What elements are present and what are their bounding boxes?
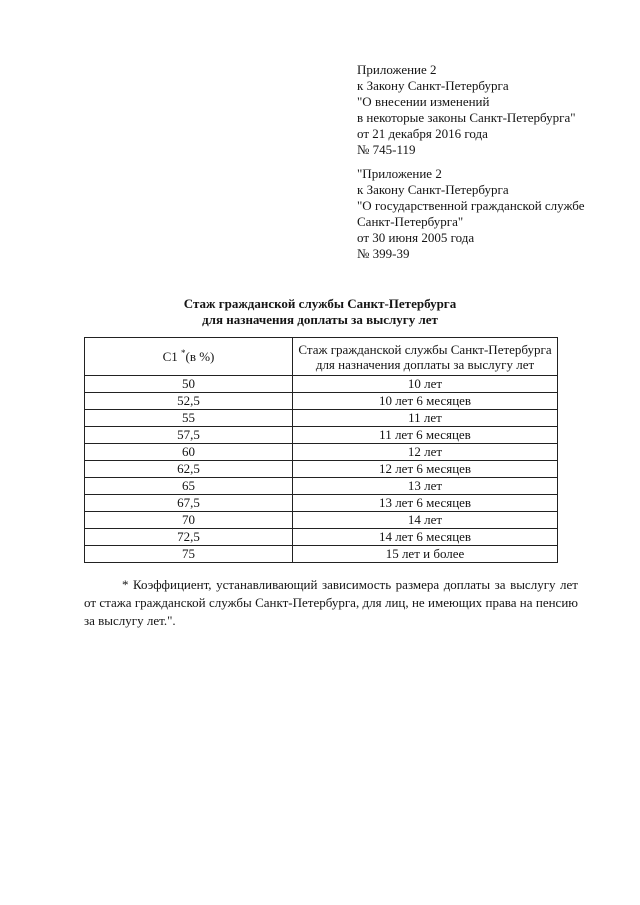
- appendix-header-original: [357, 166, 585, 262]
- document-title: [0, 296, 640, 328]
- coefficient-cell: 67,5: [85, 495, 293, 512]
- table-row: [85, 427, 558, 444]
- service-cell: 14 лет: [293, 512, 558, 529]
- coefficient-cell: 70: [85, 512, 293, 529]
- title-line-2: для назначения доплаты за выслугу лет: [202, 312, 438, 327]
- header-line: Санкт-Петербурга": [357, 214, 464, 229]
- header-line: в некоторые законы Санкт-Петербурга": [357, 110, 576, 125]
- header-line: "О государственной гражданской службе: [357, 198, 585, 213]
- column-header-service-length: [293, 338, 558, 376]
- footnote-marker: *: [181, 348, 186, 358]
- table-row: [85, 444, 558, 461]
- service-cell: 11 лет: [293, 410, 558, 427]
- coefficient-cell: 62,5: [85, 461, 293, 478]
- appendix-header-amendment: [357, 62, 576, 158]
- header-line-2: для назначения доплаты за выслугу лет: [315, 356, 535, 372]
- header-line: Приложение 2: [357, 62, 437, 77]
- service-cell: 12 лет 6 месяцев: [293, 461, 558, 478]
- coefficient-unit: (в %): [185, 349, 215, 364]
- header-line: "Приложение 2: [357, 166, 442, 181]
- coefficient-cell: 57,5: [85, 427, 293, 444]
- header-line: № 399-39: [357, 246, 410, 261]
- footnote: * Коэффициент, устанавливающий зависимость размера доплаты за выслугу лет от стажа гражданской службы Санкт-Петербурга, для лиц, не имеющих права на пенсию за выслугу лет.".: [84, 577, 578, 628]
- coefficient-cell: 55: [85, 410, 293, 427]
- table-row: [85, 546, 558, 563]
- table-row: [85, 393, 558, 410]
- header-line: от 30 июня 2005 года: [357, 230, 475, 245]
- header-line: к Закону Санкт-Петербурга: [357, 182, 509, 197]
- service-cell: 12 лет: [293, 444, 558, 461]
- service-cell: 10 лет: [293, 376, 558, 393]
- coefficient-label: С1: [162, 349, 178, 364]
- header-line: № 745-119: [357, 142, 416, 157]
- header-line: от 21 декабря 2016 года: [357, 126, 488, 141]
- coefficient-cell: 75: [85, 546, 293, 563]
- service-cell: 14 лет 6 месяцев: [293, 529, 558, 546]
- header-line: к Закону Санкт-Петербурга: [357, 78, 509, 93]
- table-row: [85, 495, 558, 512]
- table-row: [85, 512, 558, 529]
- coefficient-cell: 50: [85, 376, 293, 393]
- service-length-table: [84, 337, 558, 563]
- coefficient-cell: 72,5: [85, 529, 293, 546]
- coefficient-cell: 65: [85, 478, 293, 495]
- service-cell: 11 лет 6 месяцев: [293, 427, 558, 444]
- table-header-row: [85, 338, 558, 376]
- table-row: [85, 376, 558, 393]
- coefficient-cell: 60: [85, 444, 293, 461]
- coefficient-cell: 52,5: [85, 393, 293, 410]
- service-cell: 13 лет 6 месяцев: [293, 495, 558, 512]
- header-line-1: Стаж гражданской службы Санкт-Петербурга: [298, 341, 552, 357]
- column-header-coefficient: [85, 338, 293, 376]
- table-row: [85, 410, 558, 427]
- service-cell: 10 лет 6 месяцев: [293, 393, 558, 410]
- header-line: "О внесении изменений: [357, 94, 490, 109]
- service-cell: 15 лет и более: [293, 546, 558, 563]
- table-row: [85, 529, 558, 546]
- service-cell: 13 лет: [293, 478, 558, 495]
- table-row: [85, 478, 558, 495]
- title-line-1: Стаж гражданской службы Санкт-Петербурга: [183, 296, 457, 311]
- table-row: [85, 461, 558, 478]
